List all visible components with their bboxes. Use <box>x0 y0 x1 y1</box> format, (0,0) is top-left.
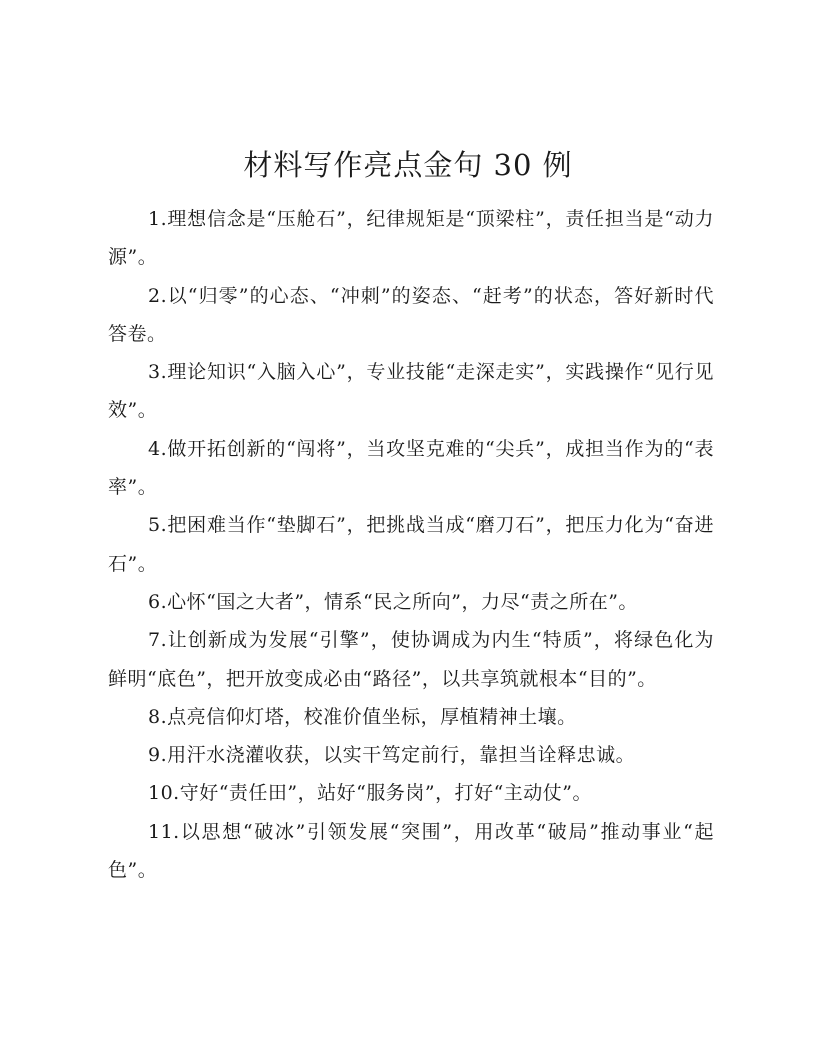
paragraph-11: 11.以思想“破冰”引领发展“突围”，用改革“破局”推动事业“起色”。 <box>108 820 714 882</box>
paragraph-6: 6.心怀“国之大者”，情系“民之所向”，力尽“责之所在”。 <box>148 590 638 613</box>
paragraph-9: 9.用汗水浇灌收获，以实干笃定前行，靠担当诠释忠诚。 <box>148 744 636 767</box>
paragraph-5: 5.把困难当作“垫脚石”，把挑战当成“磨刀石”，把压力化为“奋进石”。 <box>108 514 714 575</box>
paragraph-3: 3.理论知识“入脑入心”，专业技能“走深走实”，实践操作“见行见效”。 <box>108 361 714 422</box>
paragraph-1: 1.理想信念是“压舱石”，纪律规矩是“顶梁柱”，责任担当是“动力源”。 <box>108 208 714 269</box>
paragraph-2: 2.以“归零”的心态、“冲刺”的姿态、“赶考”的状态，答好新时代答卷。 <box>108 284 714 345</box>
document-body <box>108 200 714 889</box>
paragraph-4: 4.做开拓创新的“闯将”，当攻坚克难的“尖兵”，成担当作为的“表率”。 <box>108 437 714 499</box>
document-title: 材料写作亮点金句 30 例 <box>243 148 573 182</box>
paragraph-10: 10.守好“责任田”，站好“服务岗”，打好“主动仗”。 <box>148 782 592 805</box>
paragraph-8: 8.点亮信仰灯塔，校准价值坐标，厚植精神土壤。 <box>148 705 577 728</box>
paragraph-7: 7.让创新成为发展“引擎”，使协调成为内生“特质”，将绿色化为鲜明“底色”，把开放变成必由“路径”，以共享筑就根本“目的”。 <box>108 629 714 690</box>
